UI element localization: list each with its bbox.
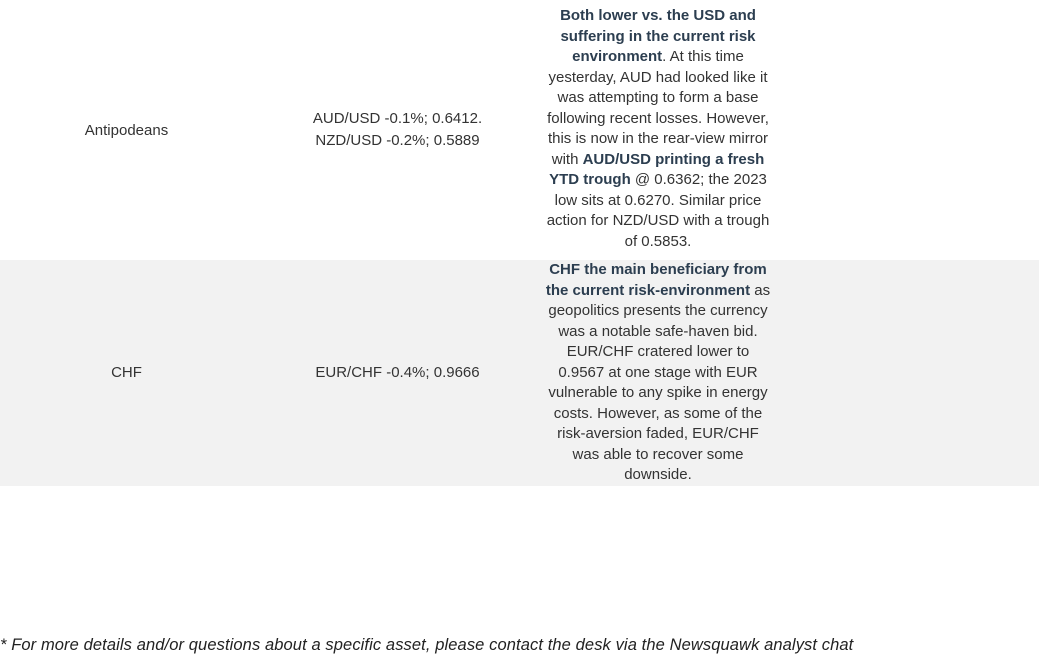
cell-commentary (542, 260, 774, 486)
table-row (0, 0, 1039, 260)
footnote-text: * For more details and/or questions about a specific asset, please contact the desk via the Newsquawk analyst chat (0, 636, 854, 654)
commentary-highlight: CHF the main beneficiary from the current risk-environment (545, 261, 767, 299)
cell-asset-name: CHF (111, 364, 142, 382)
cell-asset-name: Antipodeans (84, 121, 169, 139)
cell-commentary (542, 0, 774, 260)
commentary-text: @ 0.6362; the 2023 low sits at 0.6270. Similar price action for NZD/USD with a trough of 0.5853. (546, 171, 770, 250)
commentary-text: as geopolitics presents the currency was a notable safe-haven bid. EUR/CHF cratered lower to 0.9567 at one stage with EUR vulnerable to any spike in energy costs. However, as some of the risk-aversion faded, EUR/CHF was able to recover some downside. (548, 281, 771, 483)
cell-spacer (774, 0, 1039, 260)
section-spacer (0, 486, 1039, 504)
commentary-text: . At this time yesterday, AUD had looked like it was attempting to form a base following recent losses. However, this is now in the rear-view mirror with (547, 48, 769, 168)
price-line: EUR/CHF -0.4%; 0.9666 (315, 363, 480, 381)
price-line: AUD/USD -0.1%; 0.6412. (312, 110, 483, 127)
commentary-highlight: AUD/USD printing a fresh YTD trough (549, 150, 765, 188)
price-line: NZD/USD -0.2%; 0.5889 (315, 132, 480, 149)
cell-price-quote (253, 260, 542, 486)
cell-price-quote (253, 0, 542, 260)
commentary-highlight: Both lower vs. the USD and suffering in the current risk environment (560, 7, 756, 65)
table-row (0, 260, 1039, 486)
cell-spacer (774, 260, 1039, 486)
